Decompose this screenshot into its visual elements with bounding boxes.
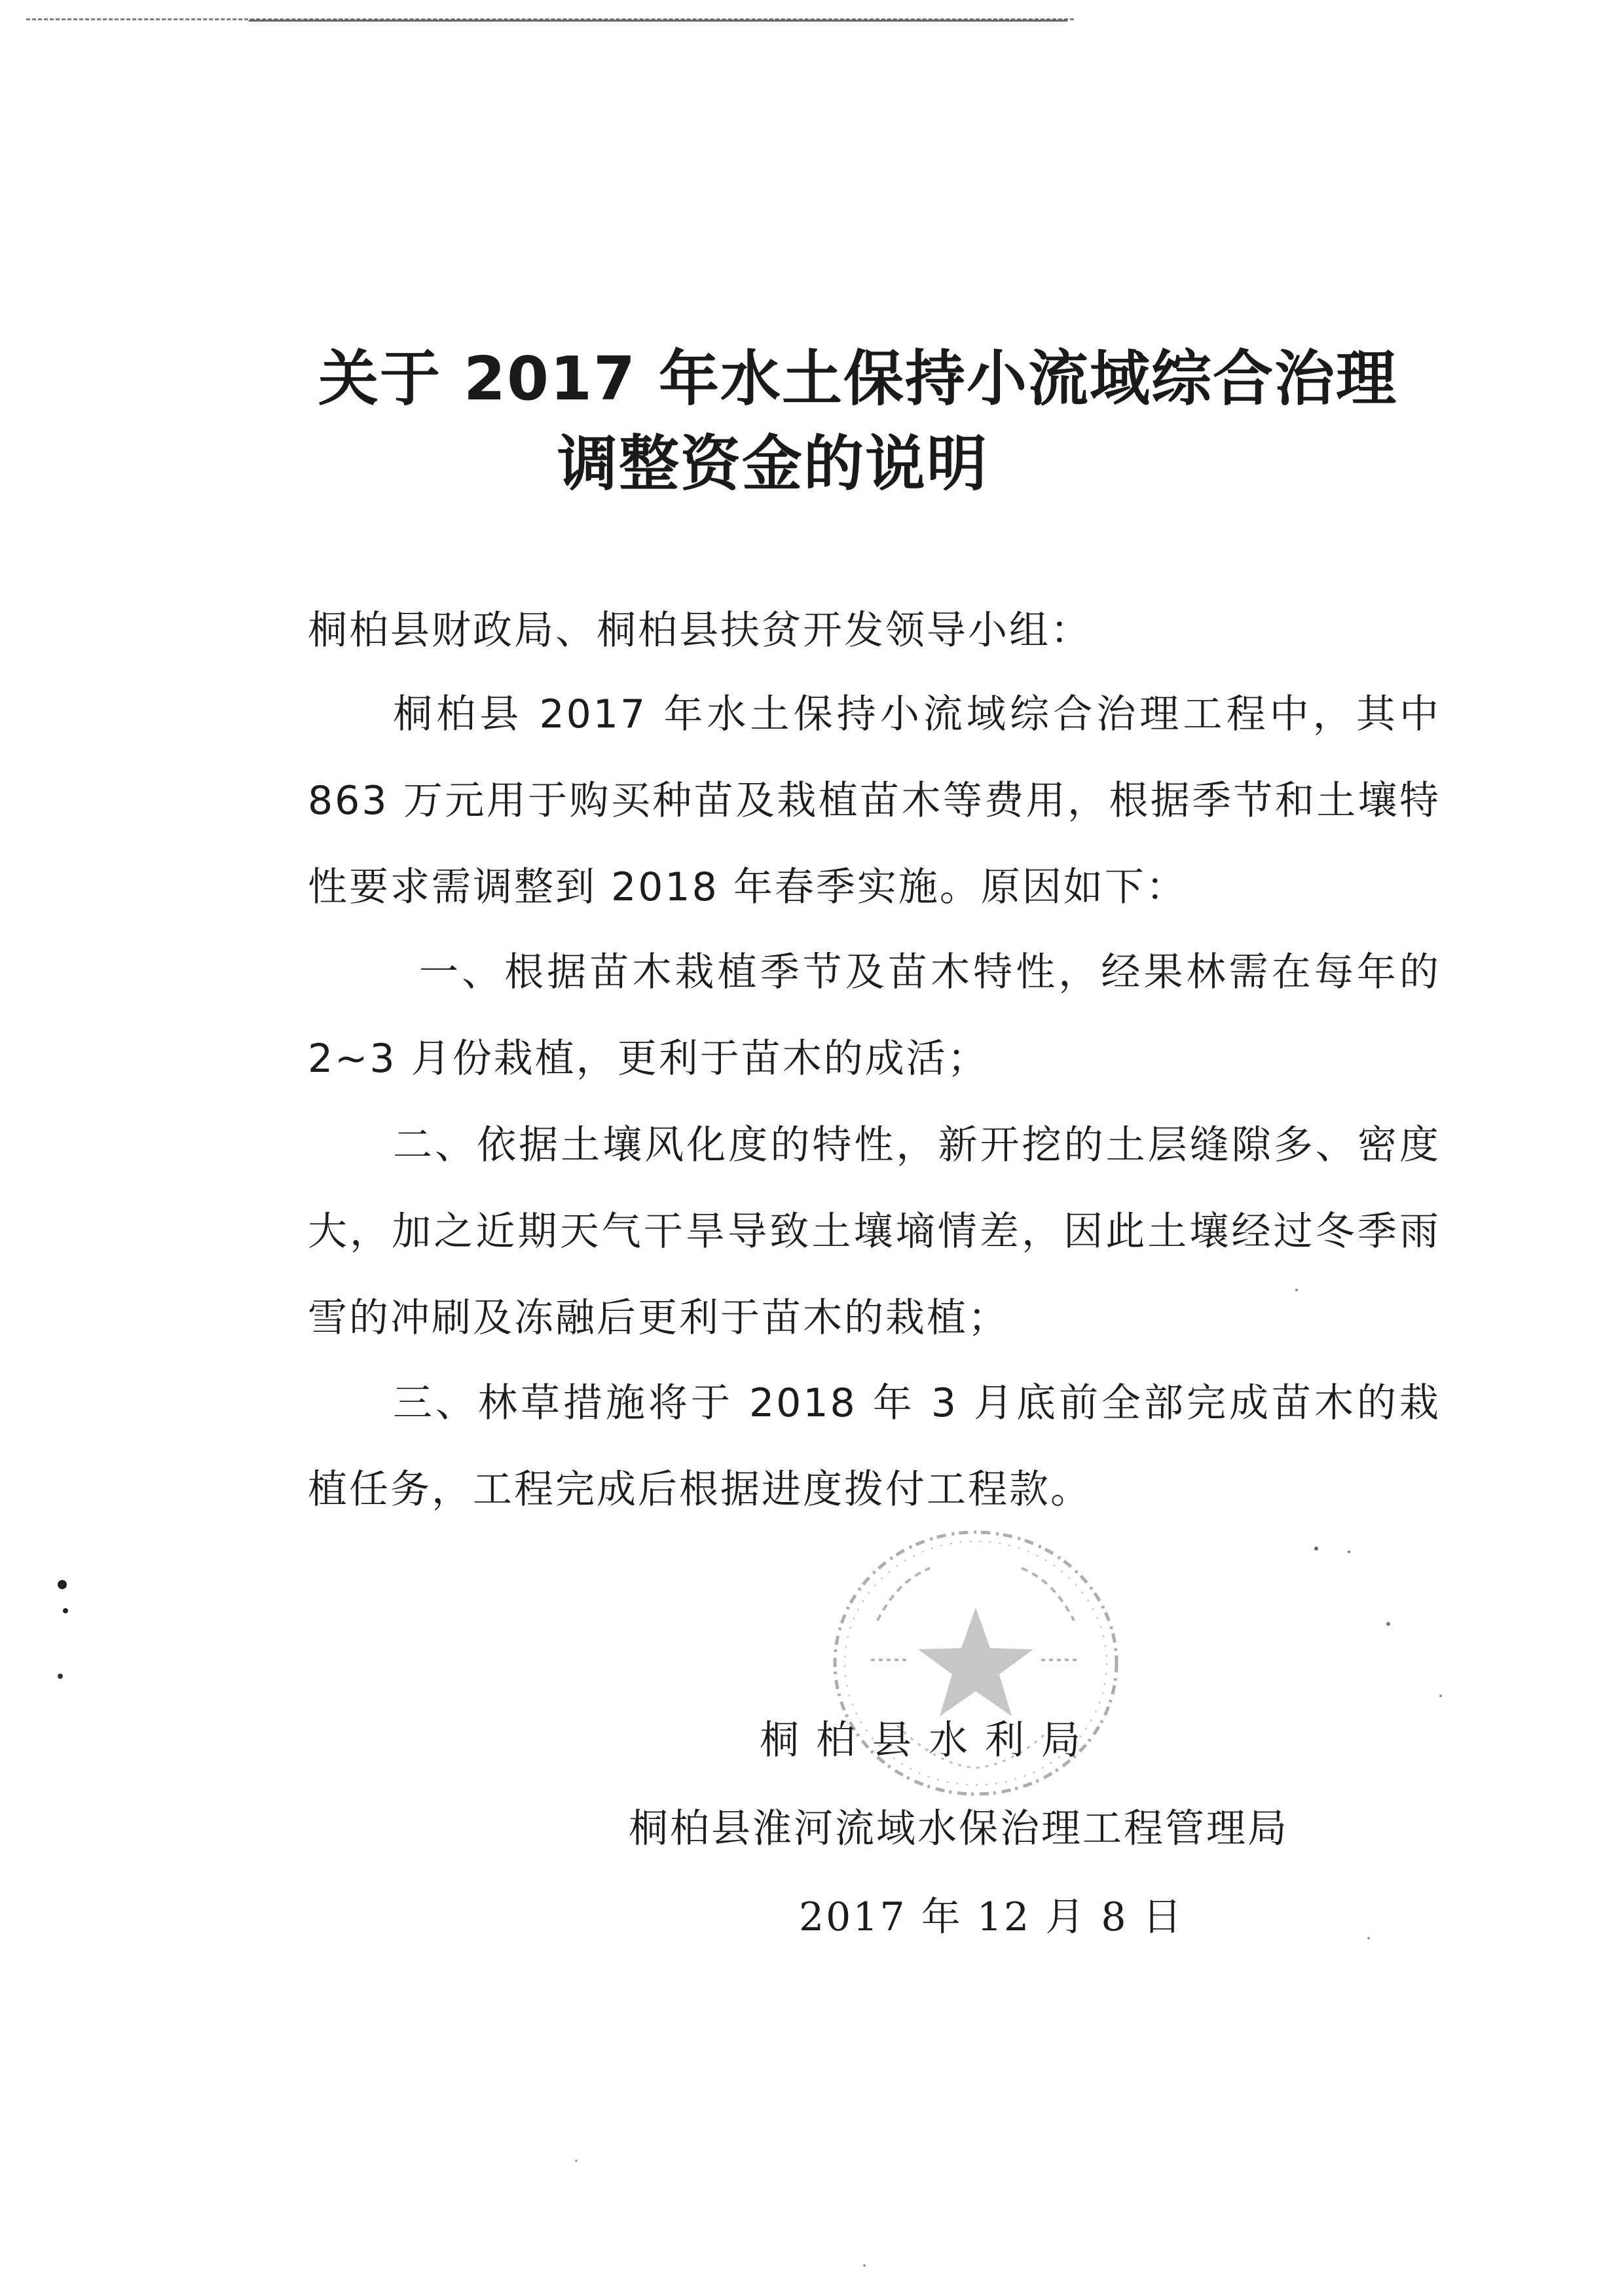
signature-organization-1: 桐柏县水利局 (760, 1717, 1098, 1763)
signature-organization-2: 桐柏县淮河流域水保治理工程管理局 (629, 1806, 1289, 1852)
official-seal-icon (819, 1509, 1133, 1810)
body-paragraph-1: 桐柏县 2017 年水土保持小流域综合治理工程中，其中 863 万元用于购买种苗及栽植苗木等费用，根据季节和土壤特性要求需调整到 2018 年春季实施。原因如下： (308, 691, 1441, 910)
document-date: 2017 年 12 月 8 日 (799, 1894, 1184, 1940)
body-paragraph-3: 二、依据土壤风化度的特性，新开挖的土层缝隙多、密度大，加之近期天气干旱导致土壤墒情差，因此土壤经过冬季雨雪的冲刷及冻融后更利于苗木的栽植； (308, 1122, 1441, 1341)
scan-artifact-line-solid (249, 20, 1067, 22)
document-title-line-2: 调整资金的说明 (557, 429, 988, 499)
body-paragraph-2: 一、根据苗木栽植季节及苗木特性，经果林需在每年的 2~3 月份栽植，更利于苗木的成活； (308, 949, 1441, 1082)
body-paragraph-4: 三、林草措施将于 2018 年 3 月底前全部完成苗木的栽植任务，工程完成后根据进度拨付工程款。 (308, 1380, 1441, 1513)
salutation: 桐柏县财政局、桐柏县扶贫开发领导小组： (308, 608, 1092, 653)
document-title-line-1: 关于 2017 年水土保持小流域综合治理 (318, 344, 1398, 414)
